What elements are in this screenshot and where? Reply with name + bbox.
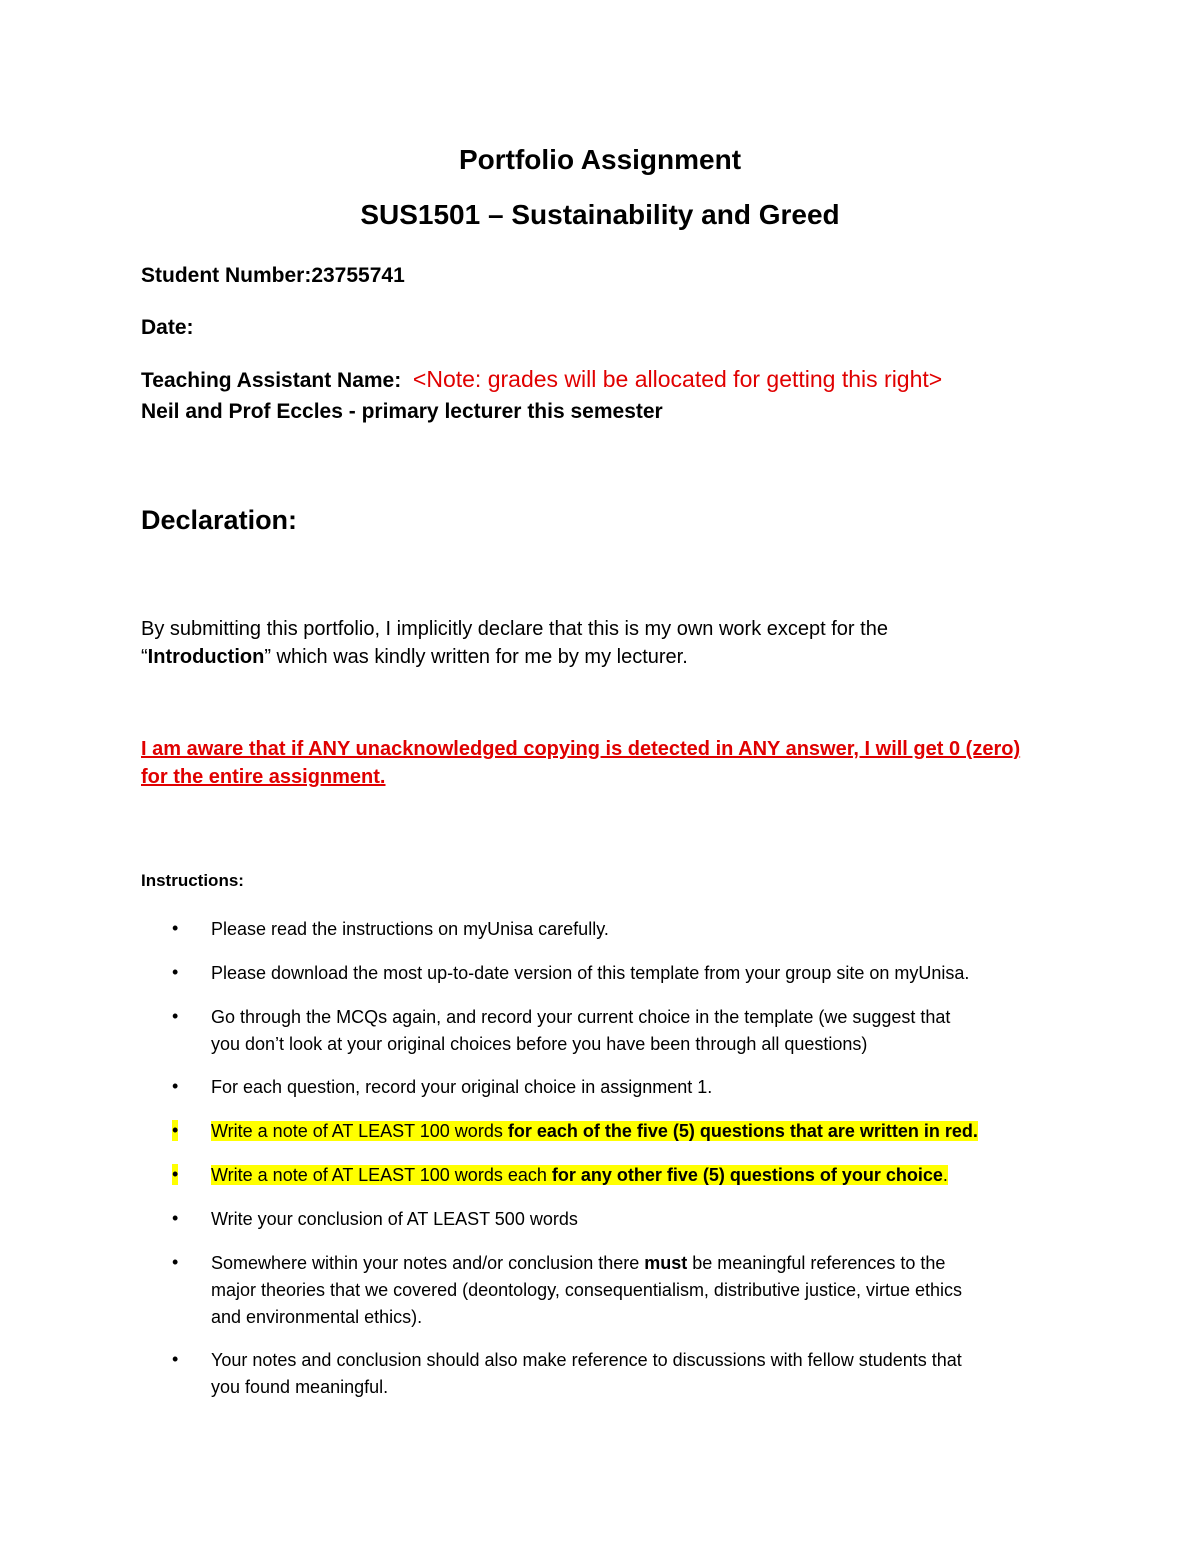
bullet-icon: • [172, 1006, 179, 1026]
instruction-item-3-line-2: you don’t look at your original choices before you have been through all questions) [211, 1034, 868, 1054]
bullet-icon: • [172, 1120, 179, 1140]
copying-warning-line-1: I am aware that if ANY unacknowledged copying is detected in ANY answer, I will get 0 (zero) [141, 738, 1021, 760]
item-6-bold: for any other five (5) questions of your choice [551, 1165, 943, 1185]
instruction-item-1: Please read the instructions on myUnisa carefully. [211, 919, 609, 939]
introduction-bold: Introduction [147, 646, 265, 668]
instruction-item-9-line-2: you found meaningful. [211, 1377, 389, 1397]
bullet-icon: • [172, 918, 179, 938]
bullet-icon: • [172, 1076, 179, 1096]
instruction-item-8-line-2: major theories that we covered (deontology, consequentialism, distributive justice, virtue ethics [211, 1280, 963, 1300]
bullet-icon: • [172, 1252, 179, 1272]
instruction-item-5 [211, 1118, 978, 1145]
instruction-item-2: Please download the most up-to-date version of this template from your group site on myUnisa. [211, 963, 970, 983]
instruction-item-9-line-1: Your notes and conclusion should also make reference to discussions with fellow students that [211, 1350, 962, 1370]
item-8-text-b: be meaningful references to the [687, 1253, 946, 1273]
copying-warning-line-2: for the entire assignment. [141, 766, 386, 788]
teaching-assistant-field [141, 366, 942, 393]
ta-value: Neil and Prof Eccles - primary lecturer this semester [141, 400, 663, 423]
student-number-label: Student Number: [141, 264, 312, 287]
item-8-must-bold: must [644, 1253, 688, 1273]
instruction-item-4: For each question, record your original choice in assignment 1. [211, 1077, 713, 1097]
declaration-line-2-rest: which was kindly written for me by my lecturer. [270, 646, 688, 668]
item-5-bold: for each of the five (5) questions that are written in red. [507, 1121, 978, 1141]
ta-label: Teaching Assistant Name: [141, 369, 402, 392]
declaration-heading: Declaration: [141, 505, 298, 535]
student-number-value: 23755741 [311, 264, 405, 287]
instructions-heading: Instructions: [141, 871, 244, 890]
item-6-end: . [942, 1165, 948, 1185]
instruction-item-3-line-1: Go through the MCQs again, and record your current choice in the template (we suggest that [211, 1007, 951, 1027]
bullet-icon: • [172, 962, 179, 982]
course-subtitle: SUS1501 – Sustainability and Greed [360, 199, 840, 230]
item-5-normal: Write a note of AT LEAST 100 words [211, 1121, 508, 1141]
instruction-item-7: Write your conclusion of AT LEAST 500 words [211, 1209, 578, 1229]
student-number-field [141, 264, 405, 288]
declaration-line-1: By submitting this portfolio, I implicitly declare that this is my own work except for the [141, 618, 888, 640]
date-label: Date: [141, 316, 194, 339]
document-title: Portfolio Assignment [458, 144, 742, 175]
quote-close: ” [264, 646, 271, 668]
item-6-normal: Write a note of AT LEAST 100 words each [211, 1165, 552, 1185]
bullet-icon: • [172, 1164, 179, 1184]
ta-note: <Note: grades will be allocated for getting this right> [412, 366, 943, 392]
instruction-item-8-line-3: and environmental ethics). [211, 1307, 423, 1327]
bullet-icon: • [172, 1349, 179, 1369]
quote-open: “ [141, 646, 148, 668]
bullet-icon: • [172, 1208, 179, 1228]
instruction-item-8-line-1 [211, 1250, 945, 1277]
declaration-line-2 [141, 646, 688, 669]
instruction-item-6 [211, 1162, 948, 1189]
item-8-text-a: Somewhere within your notes and/or conclusion there [211, 1253, 645, 1273]
